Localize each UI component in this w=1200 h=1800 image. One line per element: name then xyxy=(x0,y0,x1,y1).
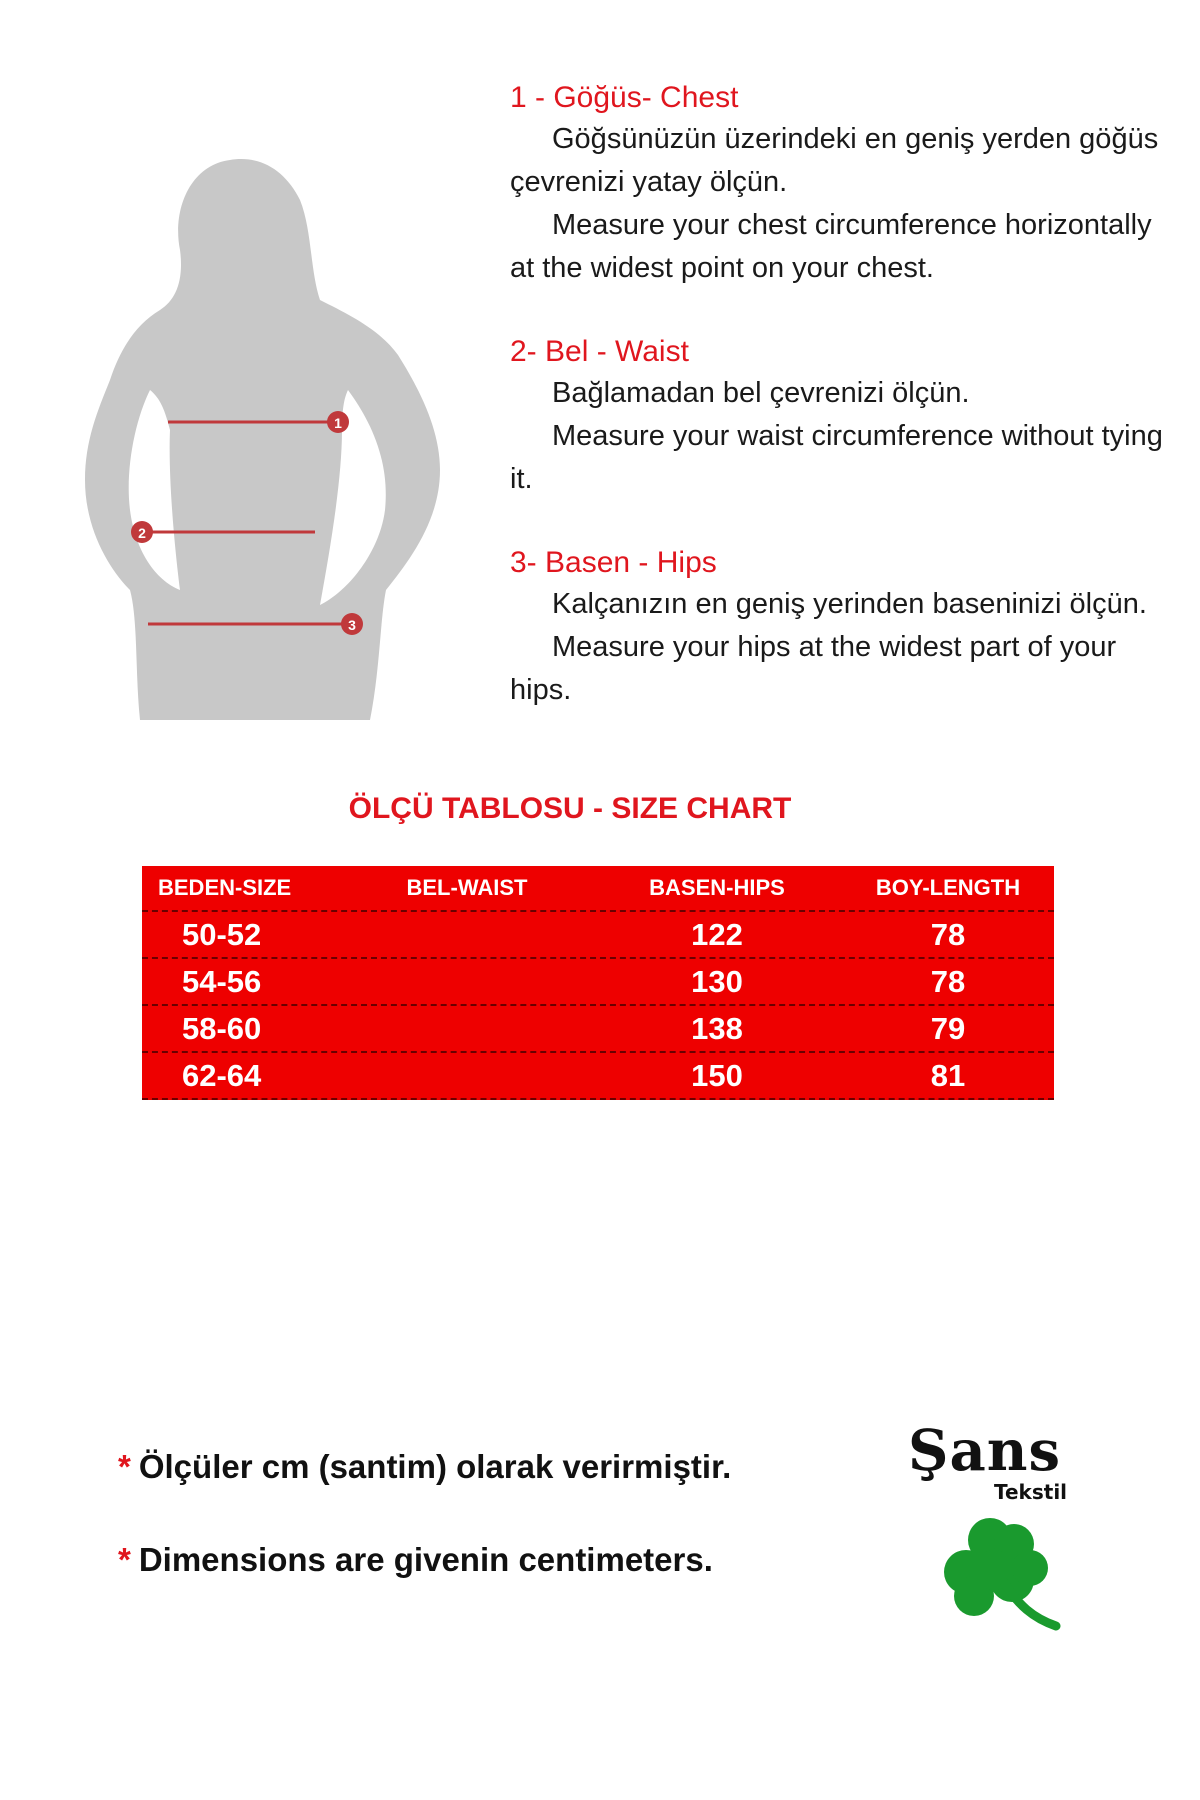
cell-hips: 122 xyxy=(691,916,743,952)
cell-length: 78 xyxy=(930,916,966,952)
body-silhouette-figure xyxy=(80,150,480,730)
cell-length: 79 xyxy=(930,1010,966,1046)
cell-hips: 150 xyxy=(691,1057,743,1093)
size-chart-table xyxy=(142,866,1054,1100)
table-header-row xyxy=(142,866,1054,912)
hips-text-en: Measure your hips at the widest part of your hips. xyxy=(510,631,1117,706)
cell-length: 81 xyxy=(930,1057,966,1093)
chest-heading: 1 - Göğüs- Chest xyxy=(510,81,739,114)
chest-text-en: Measure your chest circumference horizontally at the widest point on your chest. xyxy=(510,209,1152,284)
table-row xyxy=(142,1006,1054,1053)
cell-size: 54-56 xyxy=(182,963,262,999)
hips-section xyxy=(510,543,1170,712)
waist-text-en: Measure your waist circumference without tying it. xyxy=(510,420,1163,495)
waist-section xyxy=(510,332,1170,501)
hips-text-tr: Kalçanızın en geniş yerinden baseninizi ölçün. xyxy=(552,588,1147,620)
logo-name: Şans xyxy=(908,1418,1061,1484)
waist-marker-label: 2 xyxy=(138,525,146,541)
table-row xyxy=(142,912,1054,959)
header-length: BOY-LENGTH xyxy=(875,875,1021,900)
waist-text-tr: Bağlamadan bel çevrenizi ölçün. xyxy=(552,377,970,409)
hips-heading: 3- Basen - Hips xyxy=(510,546,717,579)
cell-hips: 138 xyxy=(691,1010,743,1046)
chest-text-tr: Göğsünüzün üzerindeki en geniş yerden göğüs çevrenizi yatay ölçün. xyxy=(510,123,1159,198)
size-chart-title: ÖLÇÜ TABLOSU - SIZE CHART xyxy=(348,792,792,825)
asterisk-icon: * xyxy=(118,1448,131,1485)
note-tr-text: Ölçüler cm (santim) olarak verirmiştir. xyxy=(138,1448,732,1485)
note-en-text: Dimensions are givenin centimeters. xyxy=(138,1541,713,1578)
header-size: BEDEN-SIZE xyxy=(158,875,292,900)
cell-size: 62-64 xyxy=(182,1057,262,1093)
logo-subtitle: Tekstil xyxy=(994,1480,1068,1504)
header-hips: BASEN-HIPS xyxy=(649,875,785,900)
brand-logo xyxy=(900,1418,1100,1648)
table-row xyxy=(142,959,1054,1006)
measurement-instructions xyxy=(510,78,1170,754)
table-row xyxy=(142,1053,1054,1100)
cell-size: 58-60 xyxy=(182,1010,262,1046)
asterisk-icon: * xyxy=(118,1541,131,1578)
cell-hips: 130 xyxy=(691,963,743,999)
chest-section xyxy=(510,78,1170,290)
hips-marker-label: 3 xyxy=(348,617,356,633)
clover-icon xyxy=(938,1510,1068,1640)
header-waist: BEL-WAIST xyxy=(406,875,528,900)
waist-heading: 2- Bel - Waist xyxy=(510,335,689,368)
cell-size: 50-52 xyxy=(182,916,262,952)
note-en xyxy=(118,1541,731,1579)
cell-length: 78 xyxy=(930,963,966,999)
notes xyxy=(118,1448,731,1634)
chest-marker-label: 1 xyxy=(334,415,342,431)
note-tr xyxy=(118,1448,731,1486)
